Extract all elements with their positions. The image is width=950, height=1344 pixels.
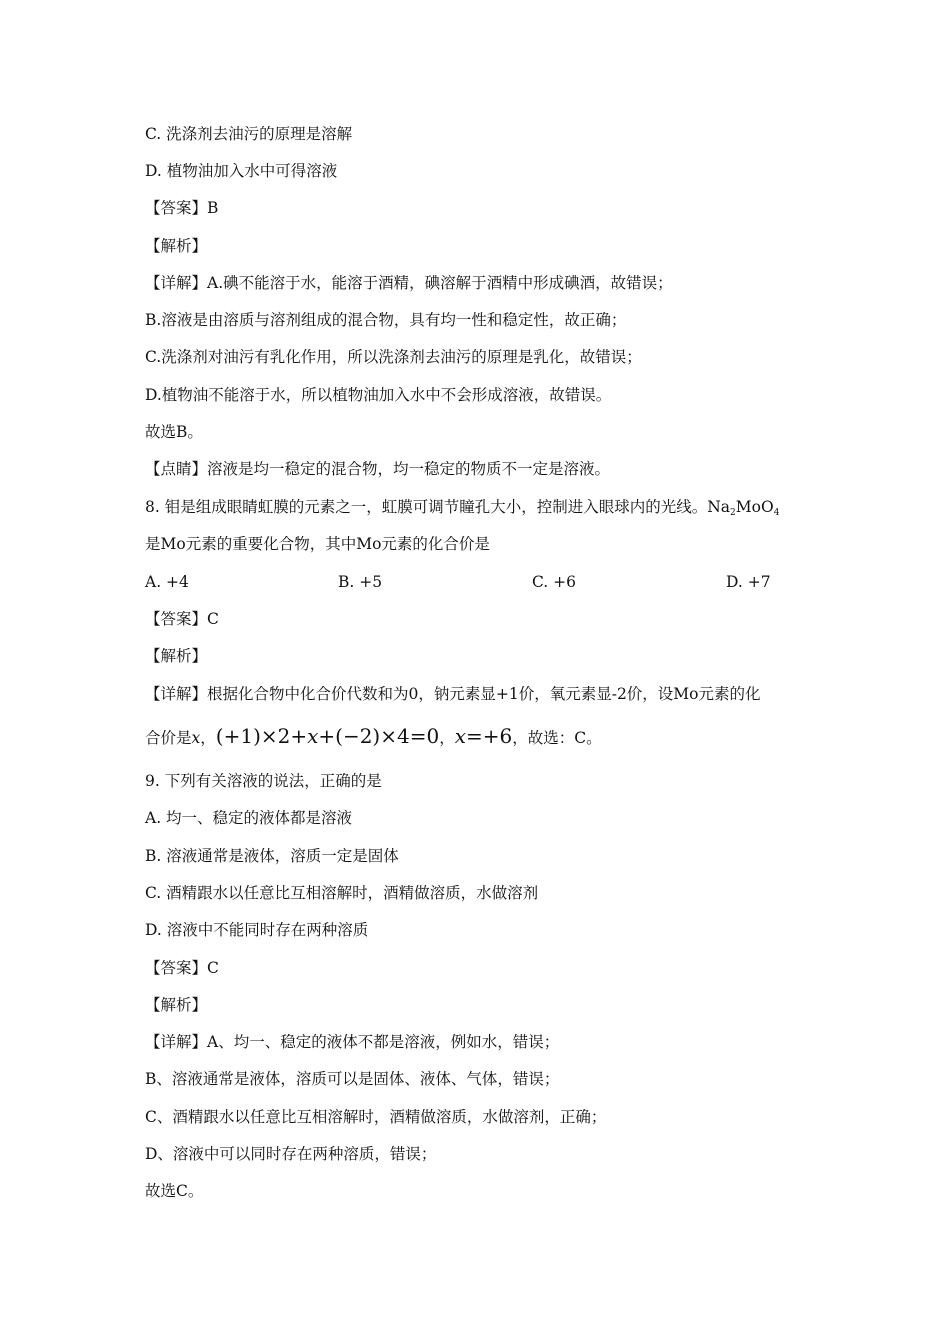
q9-conclusion: 故选C。	[145, 1182, 204, 1200]
q9-detail-4: D、溶液中可以同时存在两种溶质，错误；	[145, 1145, 437, 1163]
q9-stem: 9. 下列有关溶液的说法，正确的是	[145, 772, 382, 790]
q7-answer: 【答案】B	[145, 199, 219, 217]
q9-analysis-heading: 【解析】	[145, 996, 208, 1014]
q7-tip: 【点睛】溶液是均一稳定的混合物，均一稳定的物质不一定是溶液。	[145, 460, 611, 478]
q7-detail-4: D.植物油不能溶于水，所以植物油加入水中不会形成溶液，故错误。	[145, 386, 612, 404]
q8-stem-line-1	[145, 497, 779, 523]
formula-sub-2: 2	[730, 508, 736, 518]
detail-suffix: ，故选：C。	[512, 729, 602, 747]
q7-detail-3: C.洗涤剂对油污有乳化作用，所以洗涤剂去油污的原理是乳化，故错误；	[145, 348, 642, 366]
q7-analysis-heading: 【解析】	[145, 237, 208, 255]
q7-option-c: C. 洗涤剂去油污的原理是溶解	[145, 125, 353, 143]
eq-separator: ，	[200, 729, 216, 747]
q8-analysis-heading: 【解析】	[145, 647, 208, 665]
eq-result: =+6	[466, 724, 513, 748]
var-x: x	[191, 729, 201, 747]
q9-answer: 【答案】C	[145, 959, 219, 977]
q9-option-a: A. 均一、稳定的液体都是溶液	[145, 809, 353, 827]
q8-detail-2	[145, 726, 602, 748]
q8-detail-1: 【详解】根据化合物中化合价代数和为0，钠元素显+1价，氧元素显-2价，设Mo元素的化	[145, 685, 761, 703]
q9-detail-2: B、溶液通常是液体，溶质可以是固体、液体、气体，错误；	[145, 1070, 560, 1088]
q9-option-b: B. 溶液通常是液体，溶质一定是固体	[145, 847, 399, 865]
q8-stem-line-2: 是Mo元素的重要化合物，其中Mo元素的化合价是	[145, 535, 490, 553]
q8-option-d: D. +7	[726, 573, 771, 591]
eq-part-2: +(−2)×4=0	[318, 724, 440, 748]
q8-formula	[707, 498, 779, 516]
q7-conclusion: 故选B。	[145, 423, 203, 441]
q8-answer: 【答案】C	[145, 610, 219, 628]
formula-sub-4: 4	[773, 508, 780, 518]
formula-na: Na	[707, 498, 731, 516]
detail-prefix: 合价是	[145, 729, 192, 747]
q7-option-d: D. 植物油加入水中可得溶液	[145, 162, 338, 180]
q8-stem-text: 8. 钼是组成眼睛虹膜的元素之一，虹膜可调节瞳孔大小，控制进入眼球内的光线。	[145, 498, 708, 516]
q8-option-a: A. +4	[145, 573, 189, 591]
q7-detail-2: B.溶液是由溶质与溶剂组成的混合物，具有均一性和稳定性，故正确；	[145, 311, 627, 329]
equation	[191, 724, 513, 748]
q9-detail-3: C、酒精跟水以任意比互相溶解时，酒精做溶质，水做溶剂，正确；	[145, 1108, 607, 1126]
formula-moo: MoO	[735, 498, 774, 516]
var-x-3: x	[454, 724, 466, 748]
var-x-2: x	[307, 724, 319, 748]
q9-detail-1: 【详解】A、均一、稳定的液体不都是溶液，例如水，错误；	[145, 1033, 560, 1051]
eq-part-1: (+1)×2+	[215, 724, 308, 748]
q7-detail-1: 【详解】A.碘不能溶于水，能溶于酒精，碘溶解于酒精中形成碘酒，故错误；	[145, 274, 673, 292]
eq-separator-2: ，	[439, 729, 455, 747]
q8-option-b: B. +5	[338, 573, 383, 591]
q9-option-d: D. 溶液中不能同时存在两种溶质	[145, 921, 369, 939]
q8-option-c: C. +6	[532, 573, 577, 591]
q9-option-c: C. 酒精跟水以任意比互相溶解时，酒精做溶质，水做溶剂	[145, 884, 539, 902]
